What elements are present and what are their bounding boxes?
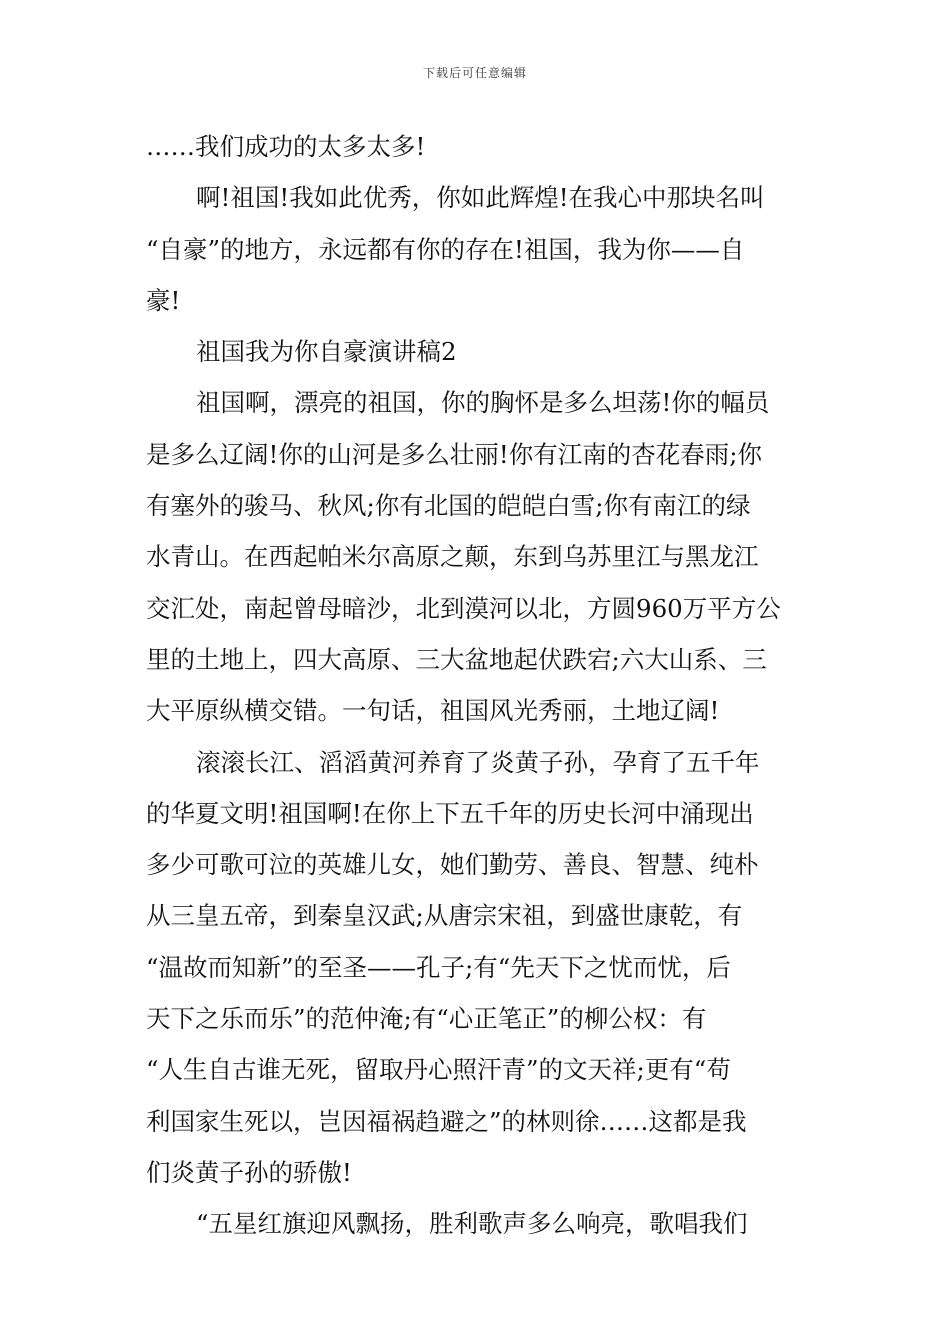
text-line: 们炎黄子孙的骄傲!	[146, 1157, 352, 1187]
text-line: 的华夏文明!祖国啊!在你上下五千年的历史长河中涌现出	[146, 798, 754, 828]
text-line: 滚滚长江、滔滔黄河养育了炎黄子孙，孕育了五千年	[196, 747, 760, 777]
text-line: 是多么辽阔!你的山河是多么壮丽!你有江南的杏花春雨;你	[146, 439, 762, 469]
text-line: “人生自古谁无死，留取丹心照汗青”的文天祥;更有“苟	[146, 1055, 731, 1085]
text-line: 水青山。在西起帕米尔高原之颠，东到乌苏里江与黑龙江	[146, 542, 759, 572]
text-line: 从三皇五帝，到秦皇汉武;从唐宗宋祖，到盛世康乾，有	[146, 901, 743, 931]
text-line: 祖国啊，漂亮的祖国，你的胸怀是多么坦荡!你的幅员	[196, 388, 770, 418]
text-line: 多少可歌可泣的英雄儿女，她们勤劳、善良、智慧、纯朴	[146, 850, 759, 880]
text-line: 交汇处，南起曾母暗沙，北到漠河以北，方圆960万平方公	[146, 593, 781, 623]
text-line: “五星红旗迎风飘扬，胜利歌声多么响亮，歌唱我们	[196, 1209, 748, 1239]
text-line: 豪!	[146, 285, 181, 315]
text-line: “自豪”的地方，永远都有你的存在!祖国，我为你——自	[146, 234, 745, 264]
document-body	[146, 121, 808, 1250]
text-line: ……我们成功的太多太多!	[146, 132, 426, 161]
text-line: 祖国我为你自豪演讲稿2	[196, 337, 457, 367]
text-line: 天下之乐而乐”的范仲淹;有“心正笔正”的柳公权：有	[146, 1004, 707, 1034]
text-line: 大平原纵横交错。一句话，祖国风光秀丽，土地辽阔!	[146, 696, 720, 726]
text-line: 利国家生死以，岂因福祸趋避之”的林则徐……这都是我	[146, 1106, 747, 1136]
text-line: 有塞外的骏马、秋风;你有北国的皑皑白雪;你有南江的绿	[146, 491, 751, 521]
text-line: “温故而知新”的至圣——孔子;有“先天下之忧而忧，后	[146, 952, 731, 982]
page-header: 下载后可任意编辑	[422, 66, 527, 80]
text-line: 啊!祖国!我如此优秀，你如此辉煌!在我心中那块名叫	[196, 183, 765, 213]
text-line: 里的土地上，四大高原、三大盆地起伏跌宕;六大山系、三	[146, 644, 767, 674]
